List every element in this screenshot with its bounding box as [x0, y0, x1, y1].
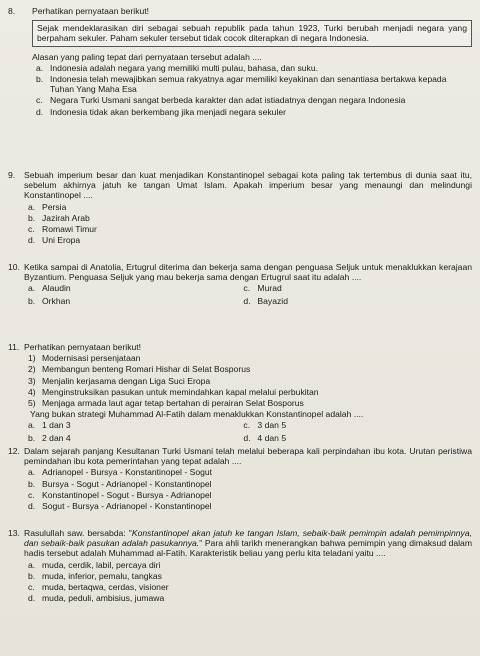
option-c[interactable]: c. Murad — [243, 283, 282, 294]
question-number: 13. — [8, 528, 20, 538]
question-9 — [8, 170, 472, 246]
option-d[interactable]: d. Indonesia tidak akan berkembang jika menjadi negara sekuler — [36, 106, 286, 117]
option-b[interactable]: b. Orkhan — [28, 295, 71, 306]
option-a[interactable]: a. muda, cerdik, labil, percaya diri — [28, 559, 161, 570]
question-number: 8. — [8, 6, 16, 16]
options-row — [24, 282, 472, 294]
statement-item: 1) Modernisasi persenjataan — [28, 353, 141, 364]
options-row — [24, 432, 472, 444]
option-d[interactable]: d. Uni Eropa — [28, 235, 81, 246]
question-stem: Sebuah imperium besar dan kuat menjadikan Konstantinopel sebagai kota paling tak tertembus di dunia saat itu, sebelum akhirnya jatuh ke tangan Umat Islam. Apakah imperium besar yang menaungi dan melindungi Konstantinopel .... — [24, 170, 472, 201]
option-a[interactable]: a. Alaudin — [28, 283, 71, 294]
question-number: 10. — [8, 262, 20, 272]
option-b[interactable]: b. Bursya - Sogut - Adrianopel - Konstantinopel — [28, 478, 212, 489]
question-stem: Dalam sejarah panjang Kesultanan Turki Usmani telah melalui beberapa kali perpindahan ibu kota. Urutan peristiwa pemindahan ibu kota pemerintahan yang tepat adalah .... — [24, 446, 472, 467]
statement-item: 4) Menginstruksikan pasukan untuk memindahkan kapal melalui perbukitan — [28, 386, 319, 397]
option-c[interactable]: c. Konstantinopel - Sogut - Bursya - Adrianopel — [28, 489, 212, 500]
question-10 — [8, 262, 472, 307]
stem-intro: Rasulullah saw. bersabda: " — [24, 528, 132, 538]
question-number: 11. — [8, 342, 20, 352]
question-number: 9. — [8, 170, 16, 180]
statement-box: Sejak mendeklarasikan diri sebagai sebuah republik pada tahun 1923, Turki berubah menjadi negara yang berpaham sekuler. Paham sekuler tersebut tidak cocok diterapkan di negara Indonesia. — [32, 20, 472, 46]
option-c[interactable]: c. muda, bertaqwa, cerdas, visioner — [28, 582, 169, 593]
hadith-quote: Konstantinopel akan jatuh ke tangan Islam, sebaik-baik pemimpin adalah pemimpinnya, dan sebaik-baik pasukan adalah pasukannya. — [24, 528, 472, 549]
question-number: 12. — [8, 446, 20, 456]
option-b[interactable]: b. muda, inferior, pemalu, tangkas — [28, 570, 162, 581]
option-b[interactable]: b. Indonesia telah mewajibkan semua rakyatnya agar memiliki keyakinan dan senantiasa bertakwa kepada Tuhan Yang Maha Esa — [36, 74, 447, 95]
options-row — [24, 419, 472, 431]
option-c[interactable]: c. Romawi Timur — [28, 224, 97, 235]
question-stem — [24, 528, 472, 559]
question-11 — [8, 342, 472, 444]
option-b[interactable]: b. Jazirah Arab — [28, 212, 90, 223]
question-prompt: Yang bukan strategi Muhammad Al-Fatih dalam menaklukkan Konstantinopel adalah .... — [30, 409, 364, 420]
option-d[interactable]: d. 4 dan 5 — [243, 432, 287, 443]
option-d[interactable]: d. Sogut - Bursya - Adrianopel - Konstantinopel — [28, 501, 212, 512]
question-13 — [8, 528, 472, 604]
question-prompt: Alasan yang paling tepat dari pernyataan tersebut adalah .... — [32, 51, 262, 62]
option-c[interactable]: c. 3 dan 5 — [243, 420, 287, 431]
option-a[interactable]: a. Persia — [28, 201, 67, 212]
question-8 — [8, 6, 472, 118]
options-row — [24, 295, 472, 307]
question-stem: Perhatikan pernyataan berikut! — [32, 6, 150, 16]
option-b[interactable]: b. 2 dan 4 — [28, 432, 71, 443]
question-12 — [8, 446, 472, 512]
question-stem: Ketika sampai di Anatolia, Ertugrul diterima dan bekerja sama dengan penguasa Seljuk untuk menaklukkan kerajaan Byzantium. Penguasa Seljuk yang mau bekerja sama dengan Ertugrul saat itu adalah .... — [24, 262, 472, 283]
option-a[interactable]: a. Adrianopel - Bursya - Konstantinopel - Sogut — [28, 467, 213, 478]
option-d[interactable]: d. muda, peduli, ambisius, jumawa — [28, 593, 165, 604]
statement-item: 5) Menjaga armada laut agar tetap bertahan di perairan Selat Bosporus — [28, 398, 304, 409]
option-d[interactable]: d. Bayazid — [243, 295, 288, 306]
option-a[interactable]: a. Indonesia adalah negara yang memiliki multi pulau, bahasa, dan suku. — [36, 62, 319, 73]
statement-item: 3) Menjalin kerjasama dengan Liga Suci Eropa — [28, 375, 211, 386]
stem-continuation: " Para ahli tarikh menerangkan bahwa pemimpin yang dimaksud dalam hadis tersebut adalah Muhammad al-Fatih. Karakteristik beliau yang perlu kita teladani yaitu .... — [24, 538, 472, 559]
option-a[interactable]: a. 1 dan 3 — [28, 420, 71, 431]
question-stem: Perhatikan pernyataan berikut! — [24, 342, 142, 352]
statement-item: 2) Membangun benteng Romari Hishar di Selat Bosporus — [28, 364, 251, 375]
option-c[interactable]: c. Negara Turki Usmani sangat berbeda karakter dan adat istiadatnya dengan negara Indonesia — [36, 95, 406, 106]
